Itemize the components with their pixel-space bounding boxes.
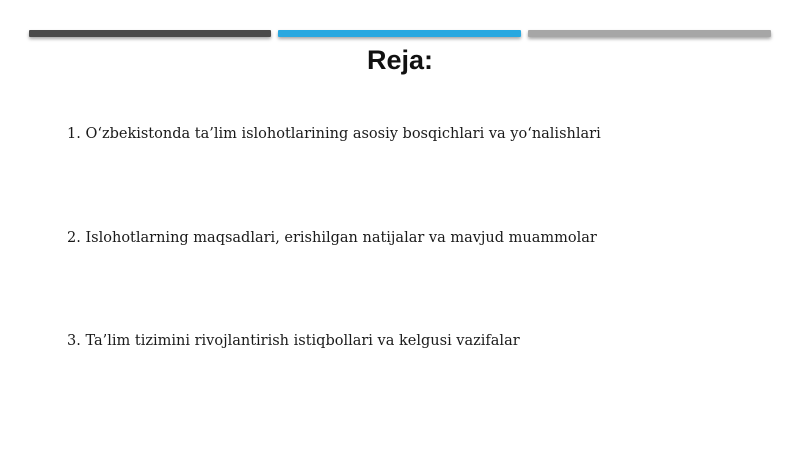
plan-item: 2. Islohotlarning maqsadlari, erishilgan natijalar va mavjud muammolar — [67, 230, 597, 246]
decorative-bar-gray — [528, 30, 771, 37]
decorative-bar-dark — [29, 30, 271, 37]
decorative-bar-blue — [278, 30, 521, 37]
slide-title: Reja: — [366, 45, 434, 75]
plan-item: 1. O‘zbekistonda ta’lim islohotlarining asosiy bosqichlari va yo‘nalishlari — [67, 126, 601, 142]
plan-item: 3. Ta’lim tizimini rivojlantirish istiqbollari va kelgusi vazifalar — [67, 333, 520, 349]
